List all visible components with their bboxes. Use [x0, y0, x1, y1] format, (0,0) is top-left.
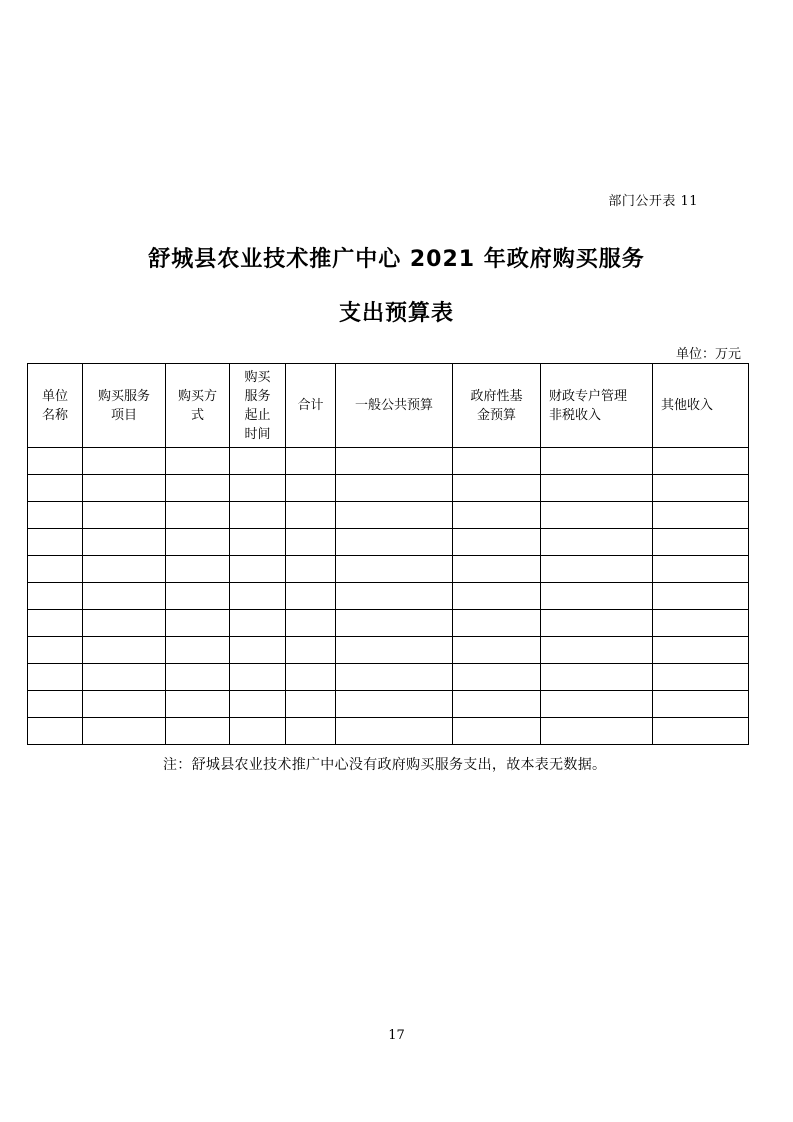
table-cell: [453, 637, 541, 664]
column-header: 一般公共预算: [336, 364, 453, 448]
table-cell: [166, 475, 230, 502]
table-header-row: [28, 364, 749, 448]
table-cell: [453, 529, 541, 556]
table-row: [28, 583, 749, 610]
table-row: [28, 691, 749, 718]
table-cell: [83, 610, 166, 637]
table-cell: [286, 475, 336, 502]
table-cell: [166, 529, 230, 556]
table-cell: [83, 664, 166, 691]
table-cell: [336, 718, 453, 745]
table-cell: [653, 556, 749, 583]
table-cell: [83, 556, 166, 583]
table-cell: [653, 448, 749, 475]
table-cell: [28, 637, 83, 664]
table-cell: [541, 529, 653, 556]
table-cell: [286, 718, 336, 745]
table-row: [28, 556, 749, 583]
table-cell: [83, 637, 166, 664]
table-cell: [230, 691, 286, 718]
table-cell: [286, 691, 336, 718]
table-cell: [453, 583, 541, 610]
table-cell: [28, 610, 83, 637]
table-row: [28, 448, 749, 475]
table-cell: [166, 691, 230, 718]
column-header: 政府性基 金预算: [453, 364, 541, 448]
table-cell: [28, 664, 83, 691]
table-cell: [83, 448, 166, 475]
table-cell: [286, 556, 336, 583]
table-cell: [453, 718, 541, 745]
table-cell: [336, 448, 453, 475]
column-header: 财政专户管理 非税收入: [541, 364, 653, 448]
table-cell: [166, 448, 230, 475]
column-header: 单位 名称: [28, 364, 83, 448]
table-cell: [286, 583, 336, 610]
unit-label: 单位：万元: [675, 347, 741, 362]
table-cell: [653, 529, 749, 556]
table-row: [28, 664, 749, 691]
table-cell: [653, 475, 749, 502]
table-cell: [230, 448, 286, 475]
table-cell: [541, 502, 653, 529]
table-cell: [230, 556, 286, 583]
table-cell: [336, 583, 453, 610]
table-cell: [541, 637, 653, 664]
table-cell: [653, 583, 749, 610]
table-row: [28, 610, 749, 637]
table-cell: [230, 502, 286, 529]
table-cell: [453, 664, 541, 691]
table-cell: [28, 718, 83, 745]
table-cell: [28, 556, 83, 583]
table-row: [28, 529, 749, 556]
table-cell: [230, 718, 286, 745]
table-cell: [336, 691, 453, 718]
table-cell: [453, 475, 541, 502]
table-cell: [541, 448, 653, 475]
table-cell: [166, 556, 230, 583]
page-title: 舒城县农业技术推广中心 2021 年政府购买服务: [148, 247, 645, 272]
table-cell: [166, 664, 230, 691]
table-cell: [541, 556, 653, 583]
table-cell: [166, 610, 230, 637]
table-cell: [453, 556, 541, 583]
table-cell: [653, 502, 749, 529]
table-cell: [336, 556, 453, 583]
table-cell: [28, 691, 83, 718]
table-cell: [28, 583, 83, 610]
table-cell: [541, 664, 653, 691]
table-cell: [230, 583, 286, 610]
table-cell: [653, 718, 749, 745]
table-cell: [286, 664, 336, 691]
table-cell: [541, 691, 653, 718]
table-cell: [336, 610, 453, 637]
document-label: 部门公开表 11: [608, 194, 698, 209]
column-header: 购买 服务 起止 时间: [230, 364, 286, 448]
table-cell: [83, 691, 166, 718]
table-cell: [336, 664, 453, 691]
column-header: 购买方 式: [166, 364, 230, 448]
table-cell: [653, 610, 749, 637]
column-header: 购买服务 项目: [83, 364, 166, 448]
table-cell: [28, 502, 83, 529]
table-cell: [230, 610, 286, 637]
table-cell: [541, 610, 653, 637]
table-cell: [166, 502, 230, 529]
table-cell: [286, 529, 336, 556]
table-cell: [286, 637, 336, 664]
table-cell: [453, 502, 541, 529]
table-cell: [653, 664, 749, 691]
table-cell: [286, 502, 336, 529]
table-cell: [28, 475, 83, 502]
table-cell: [653, 691, 749, 718]
table-cell: [336, 475, 453, 502]
page-number: 17: [388, 1028, 405, 1043]
table-row: [28, 475, 749, 502]
table-cell: [230, 637, 286, 664]
table-cell: [83, 529, 166, 556]
table-note: 注：舒城县农业技术推广中心没有政府购买服务支出，故本表无数据。: [163, 757, 607, 773]
table-row: [28, 502, 749, 529]
table-cell: [166, 718, 230, 745]
table-cell: [28, 529, 83, 556]
page-subtitle: 支出预算表: [338, 301, 454, 326]
table-cell: [541, 718, 653, 745]
table-cell: [166, 637, 230, 664]
table-cell: [541, 583, 653, 610]
table-cell: [83, 502, 166, 529]
column-header: 合计: [286, 364, 336, 448]
table-cell: [541, 475, 653, 502]
table-cell: [286, 448, 336, 475]
table-row: [28, 637, 749, 664]
table-cell: [230, 475, 286, 502]
table-cell: [28, 448, 83, 475]
table-cell: [336, 529, 453, 556]
table-cell: [166, 583, 230, 610]
column-header: 其他收入: [653, 364, 749, 448]
table-cell: [453, 691, 541, 718]
table-cell: [286, 610, 336, 637]
table-cell: [453, 448, 541, 475]
table-cell: [230, 664, 286, 691]
table-cell: [336, 637, 453, 664]
table-cell: [453, 610, 541, 637]
table-cell: [230, 529, 286, 556]
table-row: [28, 718, 749, 745]
table-body: [28, 448, 749, 745]
table-cell: [83, 718, 166, 745]
table-cell: [336, 502, 453, 529]
budget-table: [27, 363, 749, 745]
table-cell: [653, 637, 749, 664]
table-cell: [83, 475, 166, 502]
table-cell: [83, 583, 166, 610]
